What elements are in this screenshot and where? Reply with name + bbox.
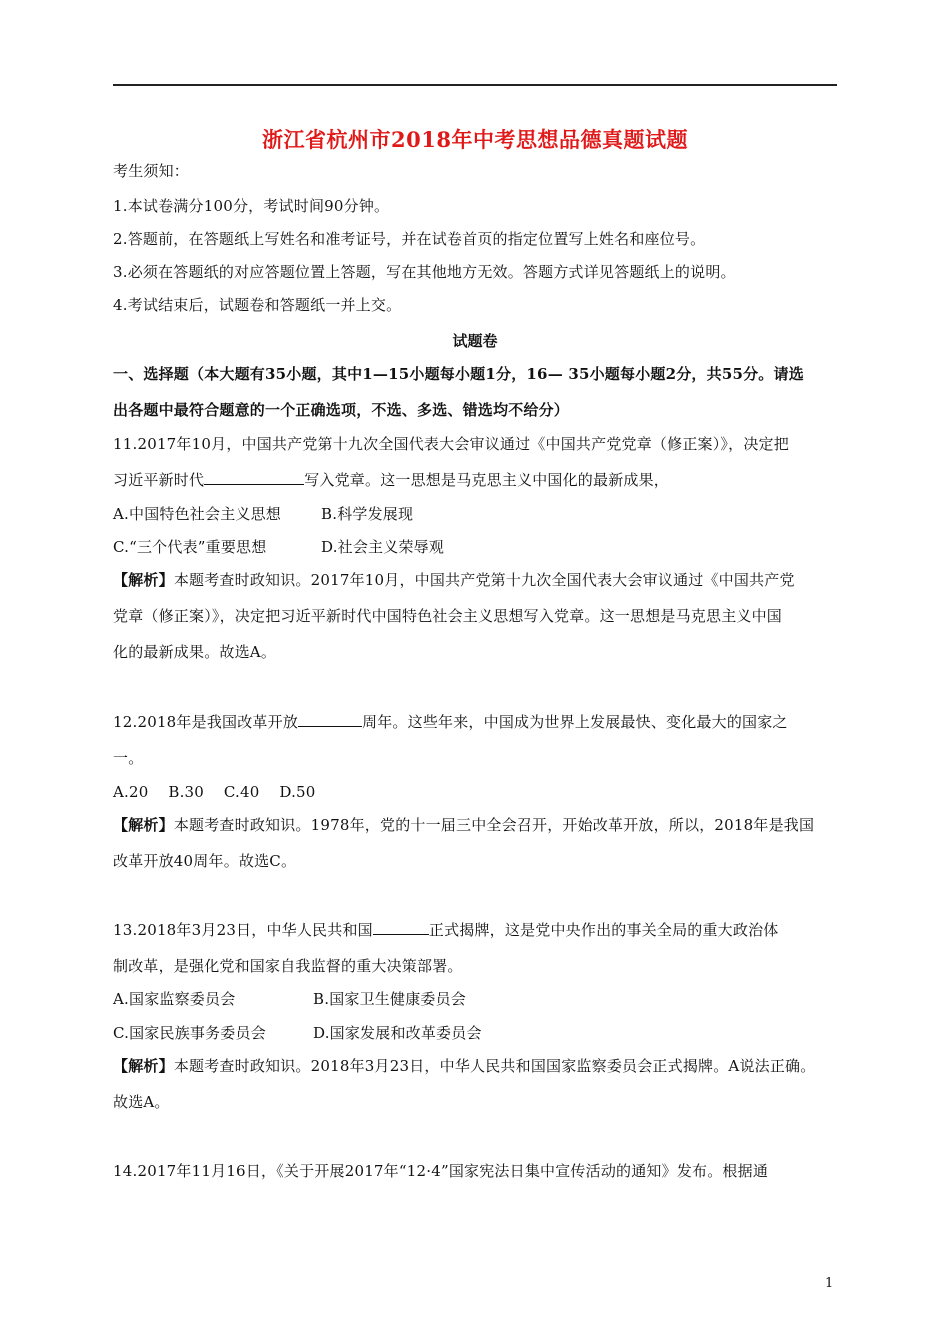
q13-option-d: D.国家发展和改革委员会 [313,1024,482,1042]
document-title: 浙江省杭州市2018年中考思想品德真题试题 [262,127,688,152]
q13-option-c: C.国家民族事务委员会 [113,1024,266,1042]
q11-analysis-line2: 党章（修正案）》，决定把习近平新时代中国特色社会主义思想写入党章。这一思想是马克思主义中国 [113,607,783,625]
q13-analysis-tag: 【解析】 [113,1057,174,1075]
q12-stem-post: 周年。这些年来，中国成为世界上发展最快、变化最大的国家之 [362,713,788,731]
q13-options-row2 [113,1023,843,1043]
q11-stem-line2 [113,470,843,490]
notice-heading: 考生须知： [113,162,190,180]
q12-stem-pre: 12.2018年是我国改革开放 [113,713,299,731]
notice-item-3: 3.必须在答题纸的对应答题位置上答题，写在其他地方无效。答题方式详见答题纸上的说明。 [113,263,736,281]
q13-analysis-line1 [113,1056,843,1076]
q12-answer-blank [298,712,362,727]
q13-analysis-text1: 本题考查时政知识。2018年3月23日，中华人民共和国国家监察委员会正式揭牌。A说法正确。 [173,1057,816,1075]
q11-analysis-line1 [113,570,843,590]
q11-analysis-text1: 本题考查时政知识。2017年10月，中国共产党第十九次全国代表大会审议通过《中国共产党 [173,571,795,589]
q12-stem-line2: 一。 [113,749,144,767]
q11-analysis-line3: 化的最新成果。故选A。 [113,643,277,661]
q11-stem-line1: 11.2017年10月，中国共产党第十九次全国代表大会审议通过《中国共产党党章（修正案）》，决定把 [113,435,789,453]
q12-analysis-line2: 改革开放40周年。故选C。 [113,852,297,870]
q11-option-c: C.“三个代表”重要思想 [113,538,267,556]
q11-options-row1 [113,504,843,524]
q13-stem-line1 [113,920,843,940]
q13-analysis-line2: 故选A。 [113,1093,170,1111]
q11-option-b: B.科学发展现 [321,505,414,523]
q12-options: A.20 B.30 C.40 D.50 [113,783,316,801]
q13-stem-post: 正式揭牌，这是党中央作出的事关全局的重大政治体 [428,921,779,939]
q13-options-row1 [113,989,843,1009]
q12-analysis-line1 [113,815,843,835]
q12-analysis-text1: 本题考查时政知识。1978年，党的十一届三中全会召开，开始改革开放，所以，2018年是我国 [173,816,815,834]
part1-instruction-line1: 一、选择题（本大题有35小题，其中1—15小题每小题1分，16— 35小题每小题2分，共55分。请选 [113,365,804,383]
notice-item-4: 4.考试结束后，试题卷和答题纸一并上交。 [113,296,402,314]
q11-option-a: A.中国特色社会主义思想 [113,505,282,523]
page-number: 1 [825,1276,834,1291]
q11-analysis-tag: 【解析】 [113,571,174,589]
q13-answer-blank [373,920,429,935]
part1-instruction-line2: 出各题中最符合题意的一个正确选项，不选、多选、错选均不给分） [113,401,570,419]
notice-item-2: 2.答题前，在答题纸上写姓名和准考证号，并在试卷首页的指定位置写上姓名和座位号。 [113,230,706,248]
q11-answer-blank [204,470,304,485]
q11-stem-pre: 习近平新时代 [113,471,205,489]
q13-stem-line2: 制改革，是强化党和国家自我监督的重大决策部署。 [113,957,463,975]
section-title: 试题卷 [452,332,498,350]
q14-stem-line1: 14.2017年11月16日，《关于开展2017年“12·4”国家宪法日集中宣传活动的通知》发布。根据通 [113,1162,769,1180]
header-rule [113,84,837,86]
q11-options-row2 [113,537,843,557]
q13-option-b: B.国家卫生健康委员会 [313,990,466,1008]
q11-stem-post: 写入党章。这一思想是马克思主义中国化的最新成果， [304,471,670,489]
q13-stem-pre: 13.2018年3月23日，中华人民共和国 [113,921,373,939]
q11-option-d: D.社会主义荣辱观 [321,538,445,556]
notice-item-1: 1.本试卷满分100分，考试时间90分钟。 [113,197,390,215]
q12-analysis-tag: 【解析】 [113,816,174,834]
q13-option-a: A.国家监察委员会 [113,990,236,1008]
q12-stem-line1 [113,712,843,732]
